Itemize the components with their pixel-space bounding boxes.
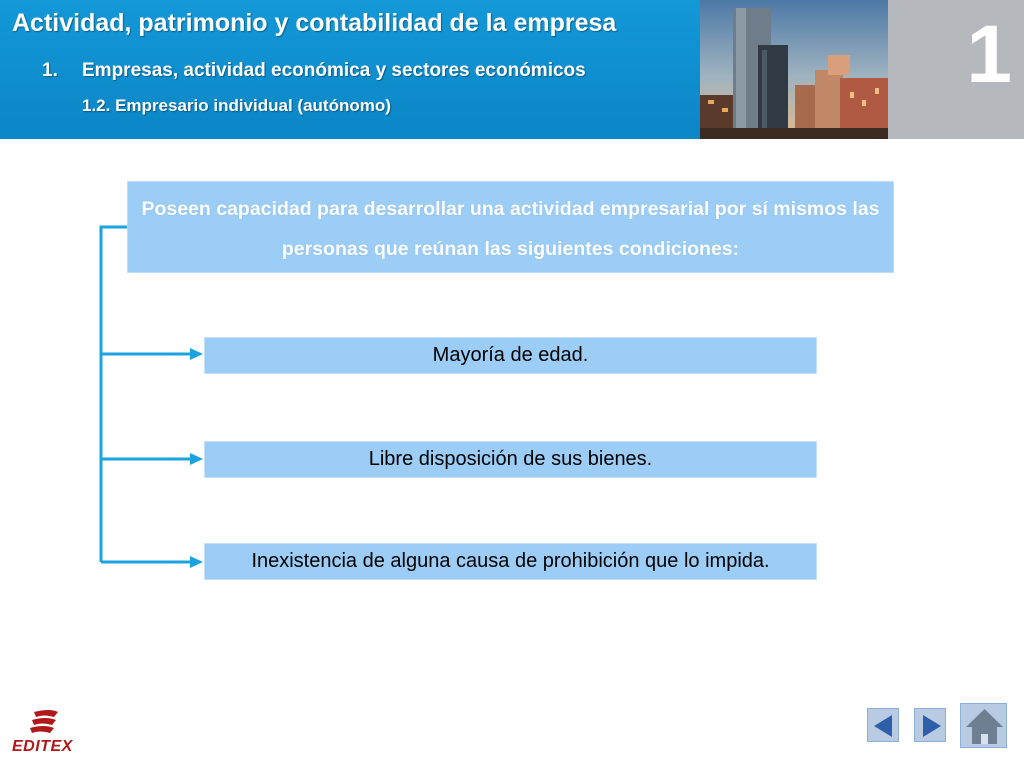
- vertical-connector: [101, 227, 128, 562]
- condition-box-age: Mayoría de edad.: [204, 337, 817, 374]
- arrow-right-icon: [915, 709, 947, 743]
- previous-slide-button[interactable]: [867, 708, 899, 742]
- condition-box-prohibition: Inexistencia de alguna causa de prohibición que lo impida.: [204, 543, 817, 580]
- home-button[interactable]: [960, 703, 1007, 748]
- unit-number: 1: [966, 9, 1012, 100]
- slide-subtitle: Empresas, actividad económica y sectores económicos: [82, 60, 586, 81]
- arrow-left-icon: [868, 709, 900, 743]
- arrowhead-icon: [190, 348, 203, 360]
- condition-box-assets: Libre disposición de sus bienes.: [204, 441, 817, 478]
- arrowhead-icon: [190, 453, 203, 465]
- next-slide-button[interactable]: [914, 708, 946, 742]
- editex-logo-text: EDITEX: [12, 738, 73, 755]
- intro-box: Poseen capacidad para desarrollar una actividad empresarial por sí mismos las personas que reúnan las siguientes condiciones:: [127, 181, 894, 273]
- subtitle-number: 1.: [42, 60, 58, 81]
- slide-title: Actividad, patrimonio y contabilidad de la empresa: [12, 9, 617, 37]
- section-heading: 1.2. Empresario individual (autónomo): [82, 96, 391, 115]
- home-icon: [961, 704, 1008, 749]
- editex-logo-icon: [10, 708, 80, 742]
- arrowhead-icon: [190, 556, 203, 568]
